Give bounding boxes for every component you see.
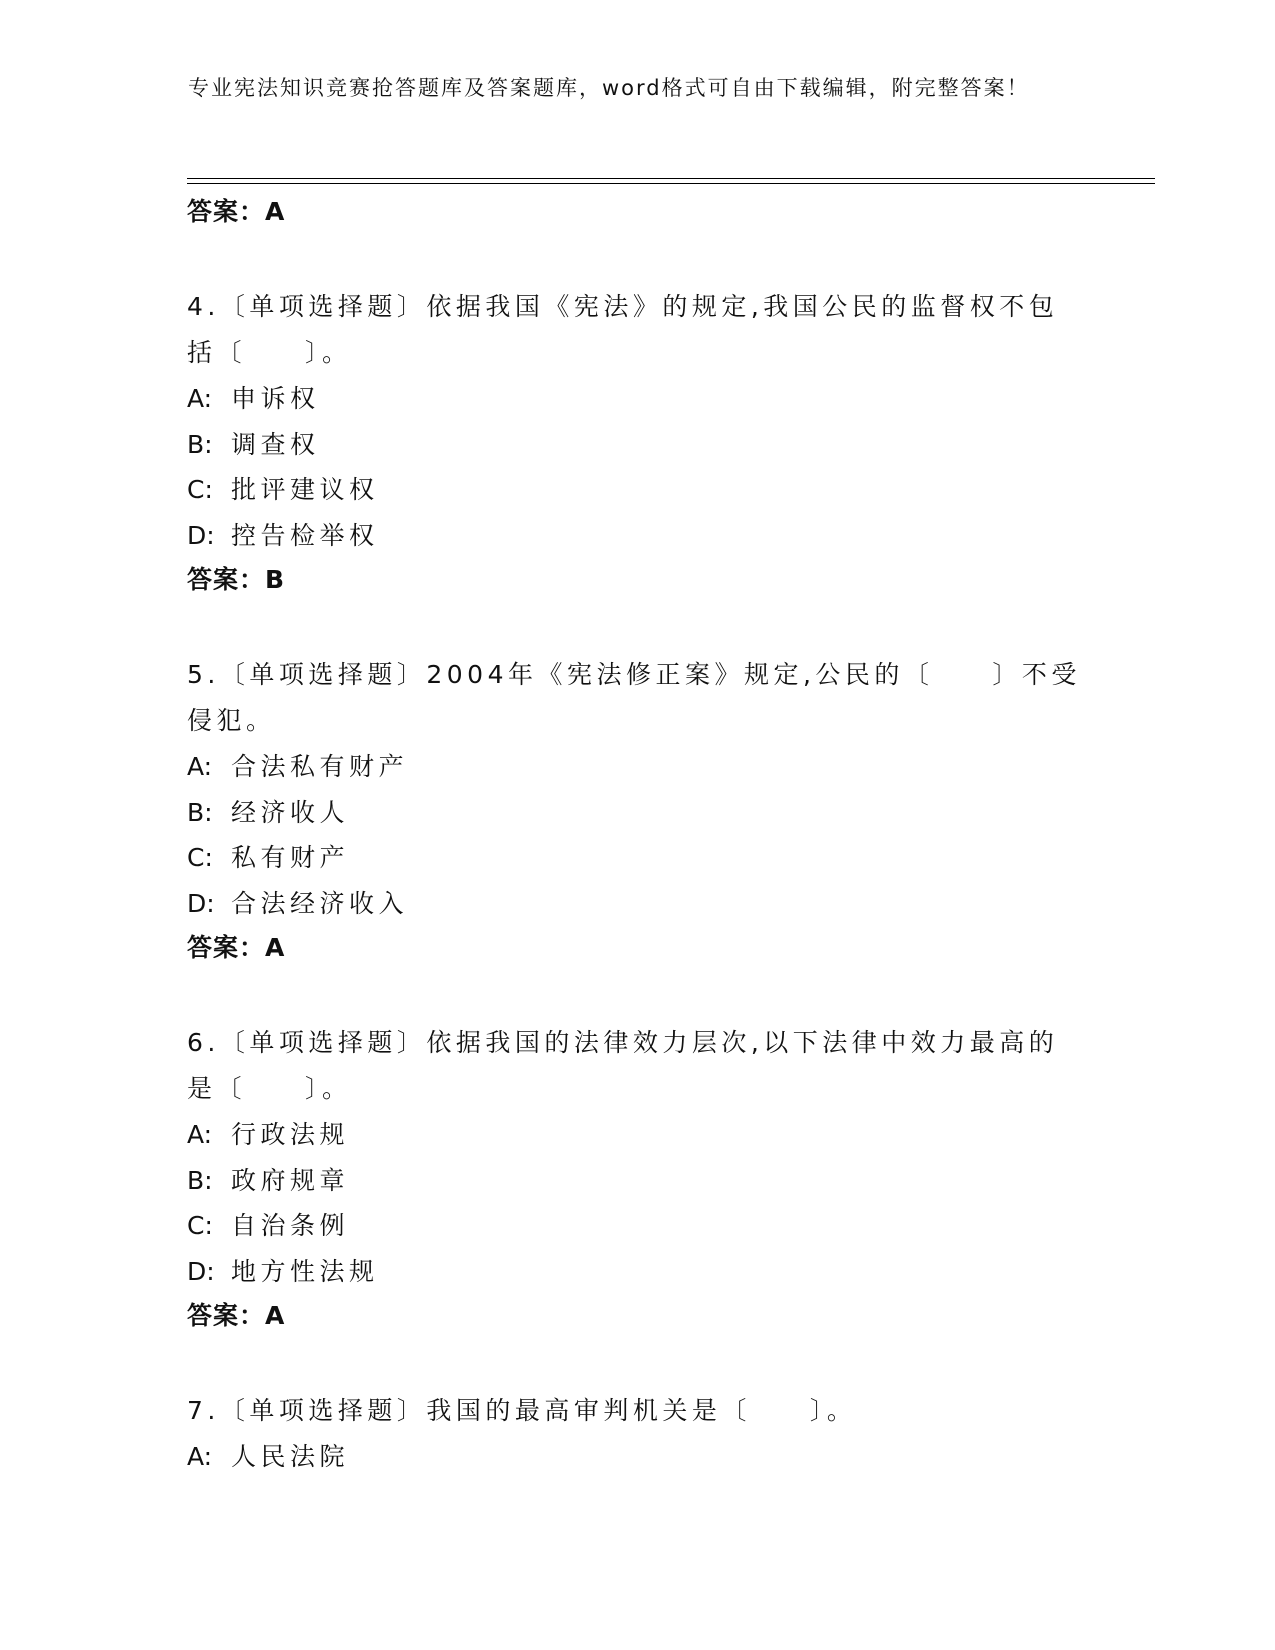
answer-line: 答案：A [187, 197, 286, 226]
option-letter: D: [187, 520, 215, 550]
option-text: 自治条例 [231, 1211, 350, 1240]
option-letter: A: [187, 384, 213, 413]
option-text: 控告检举权 [231, 520, 379, 550]
option-text: 人民法院 [231, 1442, 350, 1471]
header-rule-thick [187, 178, 1155, 179]
option-letter: A: [187, 752, 213, 781]
answer-line: 答案：B [187, 565, 286, 594]
option-text: 合法经济收入 [231, 888, 409, 918]
option-text: 私有财产 [231, 843, 350, 872]
option-letter: A: [187, 1442, 213, 1471]
document-header: 专业宪法知识竞赛抢答题库及答案题库，word格式可自由下载编辑，附完整答案！ [188, 76, 1030, 100]
answer-option [187, 790, 1087, 836]
option-letter: C: [187, 475, 213, 504]
option-text: 调查权 [231, 429, 320, 459]
question-list [187, 284, 1087, 1480]
answer-option [187, 835, 1087, 881]
question-title: 5.〔单项选择题〕2004年《宪法修正案》规定,公民的〔 〕不受侵犯。 [187, 660, 1081, 735]
option-letter: C: [187, 1211, 213, 1240]
question-title: 6.〔单项选择题〕依据我国的法律效力层次,以下法律中效力最高的是〔 〕。 [187, 1028, 1059, 1103]
answer-option [187, 1158, 1087, 1204]
question-block [187, 652, 1087, 970]
answer-line: 答案：A [187, 933, 286, 962]
answer-option [187, 744, 1087, 790]
option-letter: B: [187, 429, 213, 459]
option-letter: D: [187, 1256, 215, 1286]
option-letter: B: [187, 797, 213, 827]
option-text: 合法私有财产 [231, 752, 409, 781]
answer-option [187, 1112, 1087, 1158]
option-text: 政府规章 [231, 1165, 350, 1195]
question-block [187, 284, 1087, 602]
answer-option [187, 1434, 1087, 1480]
answer-option [187, 376, 1087, 422]
option-letter: B: [187, 1165, 213, 1195]
answer-option [187, 422, 1087, 468]
option-text: 行政法规 [231, 1120, 350, 1149]
option-letter: C: [187, 843, 213, 872]
header-rule-thin [187, 183, 1155, 184]
answer-option [187, 881, 1087, 927]
question-block [187, 1020, 1087, 1338]
answer-option [187, 513, 1087, 559]
option-text: 批评建议权 [231, 475, 379, 504]
option-letter: D: [187, 888, 215, 918]
question-title: 7.〔单项选择题〕我国的最高审判机关是〔 〕。 [187, 1396, 857, 1425]
option-text: 经济收人 [231, 797, 350, 827]
answer-option [187, 1249, 1087, 1295]
answer-option [187, 1203, 1087, 1249]
document-body [187, 190, 1087, 1480]
question-block [187, 1388, 1087, 1480]
answer-line: 答案：A [187, 1301, 286, 1330]
answer-option [187, 467, 1087, 513]
question-title: 4.〔单项选择题〕依据我国《宪法》的规定,我国公民的监督权不包括〔 〕。 [187, 292, 1059, 367]
option-letter: A: [187, 1120, 213, 1149]
option-text: 地方性法规 [231, 1256, 379, 1286]
option-text: 申诉权 [231, 384, 320, 413]
